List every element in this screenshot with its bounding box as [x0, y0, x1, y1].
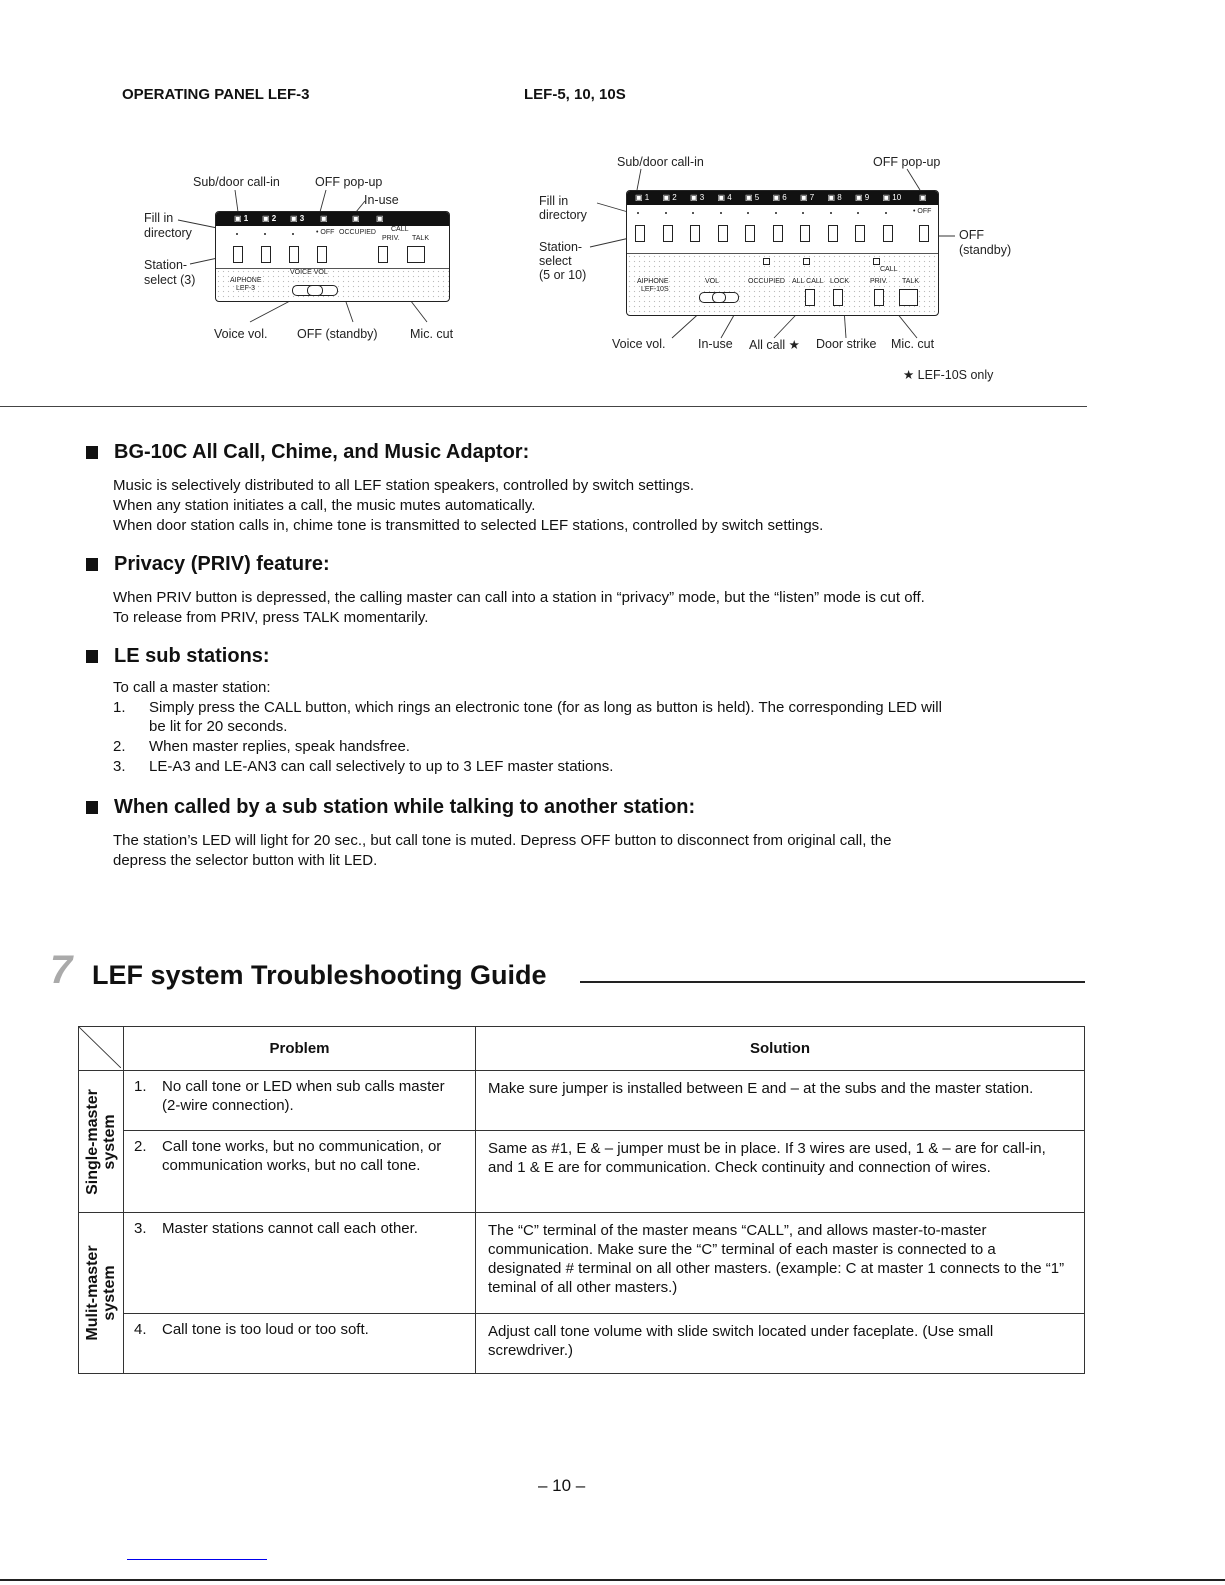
bullet-square-icon — [86, 801, 98, 814]
directory-dot — [692, 212, 694, 214]
page-number: – 10 – — [538, 1476, 586, 1495]
station-select-key-8[interactable] — [828, 225, 838, 242]
label-all-call: ALL CALL — [792, 278, 824, 285]
directory-dot — [775, 212, 777, 214]
callout-sub-door-call-in-10: Sub/door call-in — [617, 155, 704, 169]
talk-key-10[interactable] — [899, 289, 918, 306]
table-row — [79, 1213, 1085, 1314]
callout-mic-cut-10: Mic. cut — [891, 337, 935, 351]
model-label-10: LEF-10S — [641, 286, 669, 293]
led-label-10: ▣ 10 — [882, 193, 902, 202]
table-row — [79, 1314, 1085, 1374]
label-priv-10: PRIV. — [870, 278, 888, 285]
directory-dot — [747, 212, 749, 214]
led-label-6: ▣ 6 — [772, 193, 787, 202]
chapter-title-rule — [580, 981, 1085, 983]
callout-voice-vol-10: Voice vol. — [612, 337, 666, 351]
solution-cell: Adjust call tone volume with slide switch located under faceplate. (Use small screwdriver.) — [476, 1314, 1085, 1374]
label-talk: TALK — [412, 235, 429, 242]
footnote-lef10s-only: ★ LEF-10S only — [903, 368, 994, 382]
step-number: 3. — [113, 758, 126, 775]
led-label-5: ▣ 5 — [745, 193, 760, 202]
led-off-popup: ▣ — [919, 193, 927, 202]
label-call: CALL — [391, 226, 409, 233]
section-body-called-while-talking: The station’s LED will light for 20 sec., but call tone is muted. Depress OFF button to disconnect from original call, the depress the selector button with lit LED. — [113, 832, 892, 869]
station-select-key-9[interactable] — [855, 225, 865, 242]
model-label: LEF-3 — [236, 285, 256, 292]
lef10-callout-lines — [0, 0, 1225, 380]
lef10-speaker-grille — [627, 253, 938, 315]
problem-cell: 1. No call tone or LED when sub calls master (2-wire connection). — [124, 1071, 476, 1131]
led-off: ▣ — [320, 214, 328, 223]
table-row — [79, 1131, 1085, 1213]
step-number: 1. — [113, 699, 126, 716]
callout-off-pop-up: OFF pop-up — [315, 175, 383, 189]
lef10-panel-title: LEF-5, 10, 10S — [524, 86, 626, 103]
callout-station-10: Station- — [539, 240, 583, 254]
directory-dot — [830, 212, 832, 214]
callout-select-10: select — [539, 254, 572, 268]
label-talk-10: TALK — [902, 278, 919, 285]
bullet-square-icon — [86, 558, 98, 571]
step-text: LE-A3 and LE-AN3 can call selectively to up to 3 LEF master stations. — [149, 758, 614, 775]
priv-key-10[interactable] — [874, 289, 884, 306]
callout-select: select (3) — [144, 273, 196, 287]
callout-off-10: OFF — [959, 228, 984, 242]
led-label-3: ▣ 3 — [290, 214, 305, 223]
section-body-bg10c: Music is selectively distributed to all LEF station speakers, controlled by switch settings. When any station initiates a call, the music mutes automatically. When door station calls in, chime tone is transmitted to selected LEF stations, controlled by switch settings. — [113, 477, 824, 534]
led-in-use: ▣ — [352, 214, 360, 223]
solution-cell: Make sure jumper is installed between E and – at the subs and the master station. — [476, 1071, 1085, 1131]
label-priv: PRIV. — [382, 235, 400, 242]
directory-dot — [637, 212, 639, 214]
callout-door-strike: Door strike — [816, 337, 877, 351]
step-text: Simply press the CALL button, which rings an electronic tone (for as long as button is held). The corresponding LED will — [149, 699, 942, 716]
problem-cell: 3. Master stations cannot call each other. — [124, 1213, 476, 1314]
section-intro-le-sub: To call a master station: — [113, 679, 271, 696]
slider-knob-10[interactable] — [712, 292, 726, 303]
station-select-key-5[interactable] — [745, 225, 755, 242]
chapter-number: 7 — [50, 948, 73, 992]
callout-mic-cut: Mic. cut — [410, 327, 454, 341]
label-occupied-10: OCCUPIED — [748, 278, 785, 285]
callout-all-call: All call ★ — [749, 338, 800, 352]
section-heading-bg10c: BG-10C All Call, Chime, and Music Adaptor: — [86, 441, 529, 464]
directory-dot — [720, 212, 722, 214]
step-text-cont: be lit for 20 seconds. — [149, 718, 288, 735]
step-number: 2. — [113, 738, 126, 755]
solution-cell: The “C” terminal of the master means “CALL”, and allows master-to-master communication. Make sure the “C” terminal of each master is connected to a designated # terminal on all other masters. (example: C at master 1 connects to the “1” teminal of all other masters.) — [476, 1213, 1085, 1314]
callout-standby-10: (standby) — [959, 243, 1012, 257]
callout-sub-door-call-in: Sub/door call-in — [193, 175, 280, 189]
station-select-key-2[interactable] — [663, 225, 673, 242]
callout-directory: directory — [144, 226, 192, 240]
lock-key[interactable] — [833, 289, 843, 306]
problem-cell: 2. Call tone works, but no communication, or communication works, but no call tone. — [124, 1131, 476, 1213]
header-solution: Solution — [476, 1027, 1085, 1071]
section-divider — [0, 406, 1087, 407]
corner-cell — [79, 1027, 124, 1071]
callout-off-standby: OFF (standby) — [297, 327, 378, 341]
led-extra: ▣ — [376, 214, 384, 223]
directory-dot — [857, 212, 859, 214]
callout-in-use-10: In-use — [698, 337, 733, 351]
in-use-led — [763, 258, 770, 265]
brand-label: AIPHONE — [230, 277, 262, 284]
table-row — [79, 1071, 1085, 1131]
label-call-10: CALL — [880, 266, 898, 273]
bullet-square-icon — [86, 650, 98, 663]
section-heading-le-sub: LE sub stations: — [86, 645, 270, 668]
label-off: • OFF — [316, 229, 335, 236]
label-off-10: • OFF — [913, 208, 932, 215]
all-call-key[interactable] — [805, 289, 815, 306]
section-body-privacy: When PRIV button is depressed, the calling master can call into a station in “privacy” mode, but the “listen” mode is cut off. To release from PRIV, press TALK momentarily. — [113, 589, 925, 626]
label-occupied: OCCUPIED — [339, 229, 376, 236]
callout-directory-10: directory — [539, 208, 587, 222]
solution-cell: Same as #1, E & – jumper must be in place. If 3 wires are used, 1 & – are for call-in, and 1 & E are for communication. Check continuity and connection of wires. — [476, 1131, 1085, 1213]
off-key-10[interactable] — [919, 225, 929, 242]
chapter-title: LEF system Troubleshooting Guide — [92, 960, 547, 990]
directory-dot — [665, 212, 667, 214]
step-text: When master replies, speak handsfree. — [149, 738, 410, 755]
directory-dot — [885, 212, 887, 214]
lef10-panel — [626, 190, 939, 316]
brand-label-10: AIPHONE — [637, 278, 669, 285]
lef3-panel-title: OPERATING PANEL LEF-3 — [122, 86, 310, 103]
vol-label-10: VOL — [705, 278, 720, 285]
station-select-key-10[interactable] — [883, 225, 893, 242]
callout-voice-vol: Voice vol. — [214, 327, 268, 341]
section-heading-privacy: Privacy (PRIV) feature: — [86, 553, 330, 576]
link-underline[interactable] — [127, 1559, 267, 1560]
led-label-3: ▣ 3 — [690, 193, 705, 202]
bottom-border — [0, 1579, 1225, 1581]
station-select-key-1[interactable] — [635, 225, 645, 242]
callout-fill-in-10: Fill in — [539, 194, 569, 208]
led-label-4: ▣ 4 — [717, 193, 732, 202]
voice-vol-label: VOICE VOL — [290, 269, 328, 276]
callout-off-pop-up-10: OFF pop-up — [873, 155, 941, 169]
voice-volume-slider-10[interactable] — [699, 292, 739, 303]
station-select-key-6[interactable] — [773, 225, 783, 242]
led-label-1: ▣ 1 — [635, 193, 650, 202]
callout-fill-in: Fill in — [144, 211, 174, 225]
led-label-2: ▣ 2 — [262, 214, 277, 223]
callout-in-use: In-use — [364, 193, 399, 207]
callout-station: Station- — [144, 258, 188, 272]
led-label-1: ▣ 1 — [234, 214, 249, 223]
station-select-key-4[interactable] — [718, 225, 728, 242]
bullet-square-icon — [86, 446, 98, 459]
led-label-7: ▣ 7 — [800, 193, 815, 202]
group-single-master: Single-master system — [79, 1071, 124, 1213]
led-label-9: ▣ 9 — [855, 193, 870, 202]
priv-led — [873, 258, 880, 265]
header-problem: Problem — [124, 1027, 476, 1071]
station-select-key-3[interactable] — [690, 225, 700, 242]
callout-5-or-10: (5 or 10) — [539, 268, 587, 282]
led-label-8: ▣ 8 — [827, 193, 842, 202]
directory-dot — [802, 212, 804, 214]
troubleshooting-table — [78, 1026, 1085, 1374]
lef10-led-bar — [627, 191, 938, 205]
led-label-2: ▣ 2 — [662, 193, 677, 202]
group-multi-master: Mulit-master system — [79, 1213, 124, 1374]
section-heading-called-while-talking: When called by a sub station while talking to another station: — [86, 796, 695, 819]
problem-cell: 4. Call tone is too loud or too soft. — [124, 1314, 476, 1374]
table-header-row — [79, 1027, 1085, 1071]
station-select-key-7[interactable] — [800, 225, 810, 242]
label-lock: LOCK — [830, 278, 850, 285]
all-call-led — [803, 258, 810, 265]
